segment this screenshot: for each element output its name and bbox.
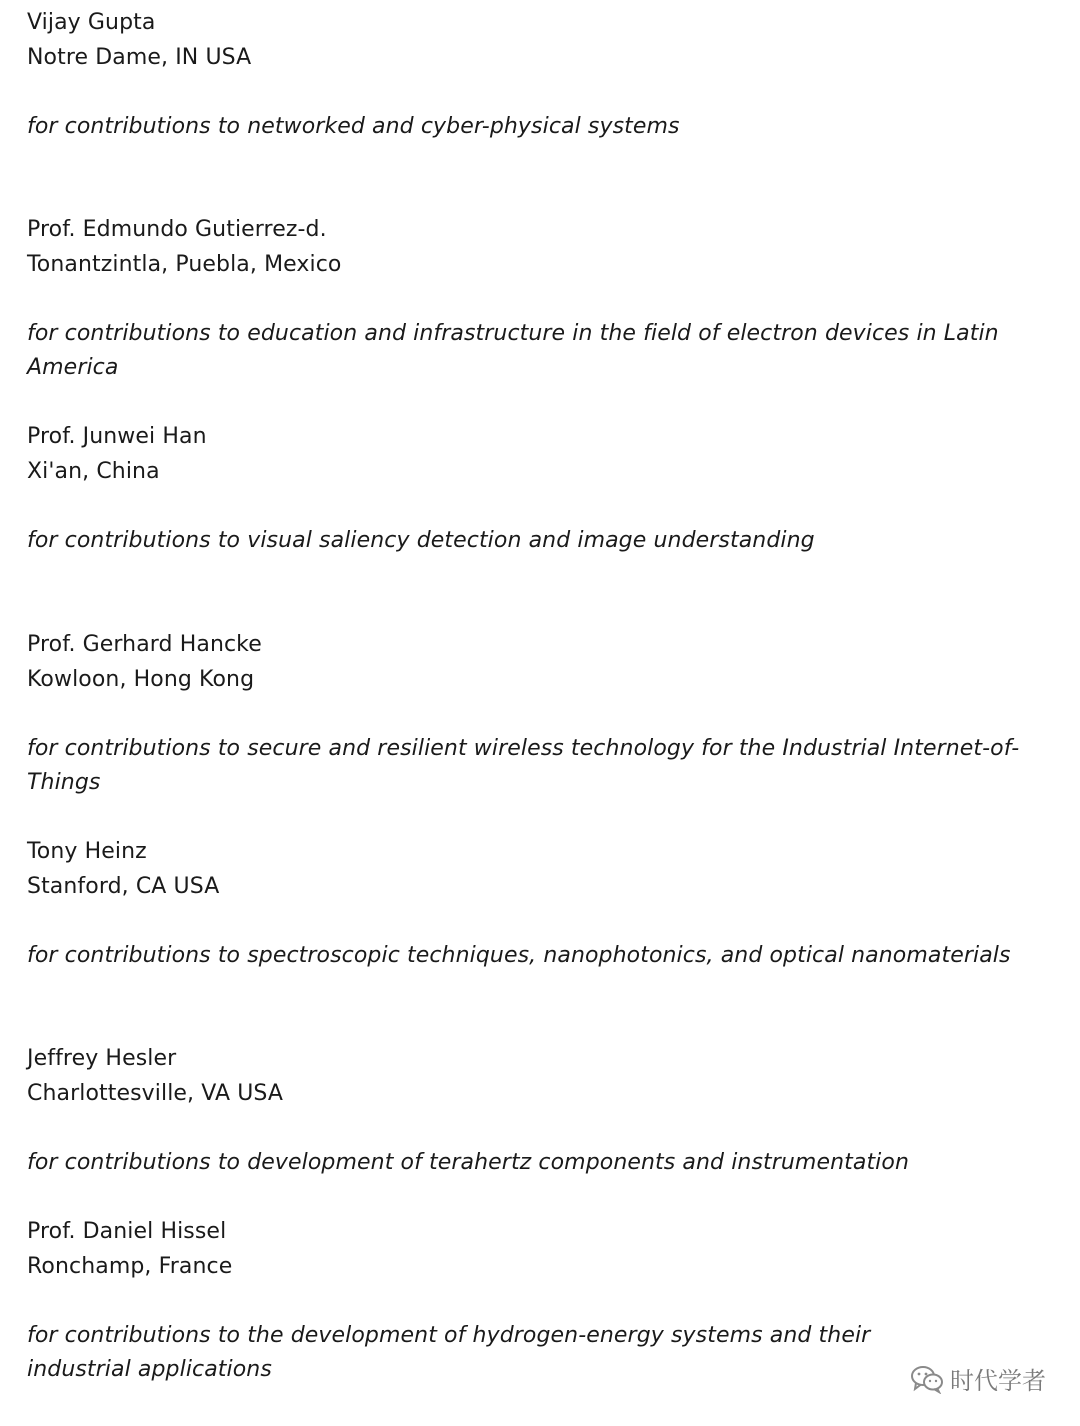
fellow-location: Kowloon, Hong Kong [27, 666, 255, 692]
fellow-location: Ronchamp, France [27, 1253, 233, 1279]
fellow-name: Jeffrey Hesler [27, 1046, 177, 1071]
entry-1 [27, 6, 1067, 144]
fellow-location: Notre Dame, IN USA [27, 44, 252, 70]
fellow-location: Charlottesville, VA USA [27, 1080, 284, 1106]
entry-5 [27, 835, 1067, 973]
wechat-icon [910, 1364, 944, 1394]
fellow-citation: for contributions to spectroscopic techniques, nanophotonics, and optical nanomaterials [27, 942, 1011, 968]
fellow-citation: for contributions to education and infrastructure in the field of electron devices in Latin America [27, 320, 999, 380]
fellow-name: Prof. Daniel Hissel [27, 1219, 227, 1244]
fellow-citation: for contributions to secure and resilient wireless technology for the Industrial Internet-of-Things [27, 735, 1020, 795]
entry-6 [27, 1042, 1067, 1180]
fellow-location: Tonantzintla, Puebla, Mexico [27, 251, 342, 277]
fellow-location: Xi'an, China [27, 458, 160, 484]
fellow-citation: for contributions to development of terahertz components and instrumentation [27, 1149, 909, 1175]
fellow-name: Prof. Edmundo Gutierrez-d. [27, 217, 327, 242]
entry-2 [27, 213, 1067, 386]
watermark-text: 时代学者 [950, 1367, 1046, 1395]
entry-4 [27, 628, 1067, 801]
fellow-location: Stanford, CA USA [27, 873, 220, 899]
watermark [910, 1361, 1046, 1396]
fellow-name: Prof. Gerhard Hancke [27, 632, 262, 657]
fellow-name: Tony Heinz [27, 839, 147, 864]
fellow-name: Vijay Gupta [27, 10, 156, 35]
fellow-name: Prof. Junwei Han [27, 424, 207, 449]
entry-3 [27, 420, 1067, 558]
entry-7 [27, 1215, 957, 1388]
fellow-citation: for contributions to networked and cyber-physical systems [27, 113, 680, 139]
fellow-citation: for contributions to visual saliency detection and image understanding [27, 527, 815, 553]
fellow-citation: for contributions to the development of hydrogen-energy systems and their industrial applications [27, 1322, 871, 1382]
